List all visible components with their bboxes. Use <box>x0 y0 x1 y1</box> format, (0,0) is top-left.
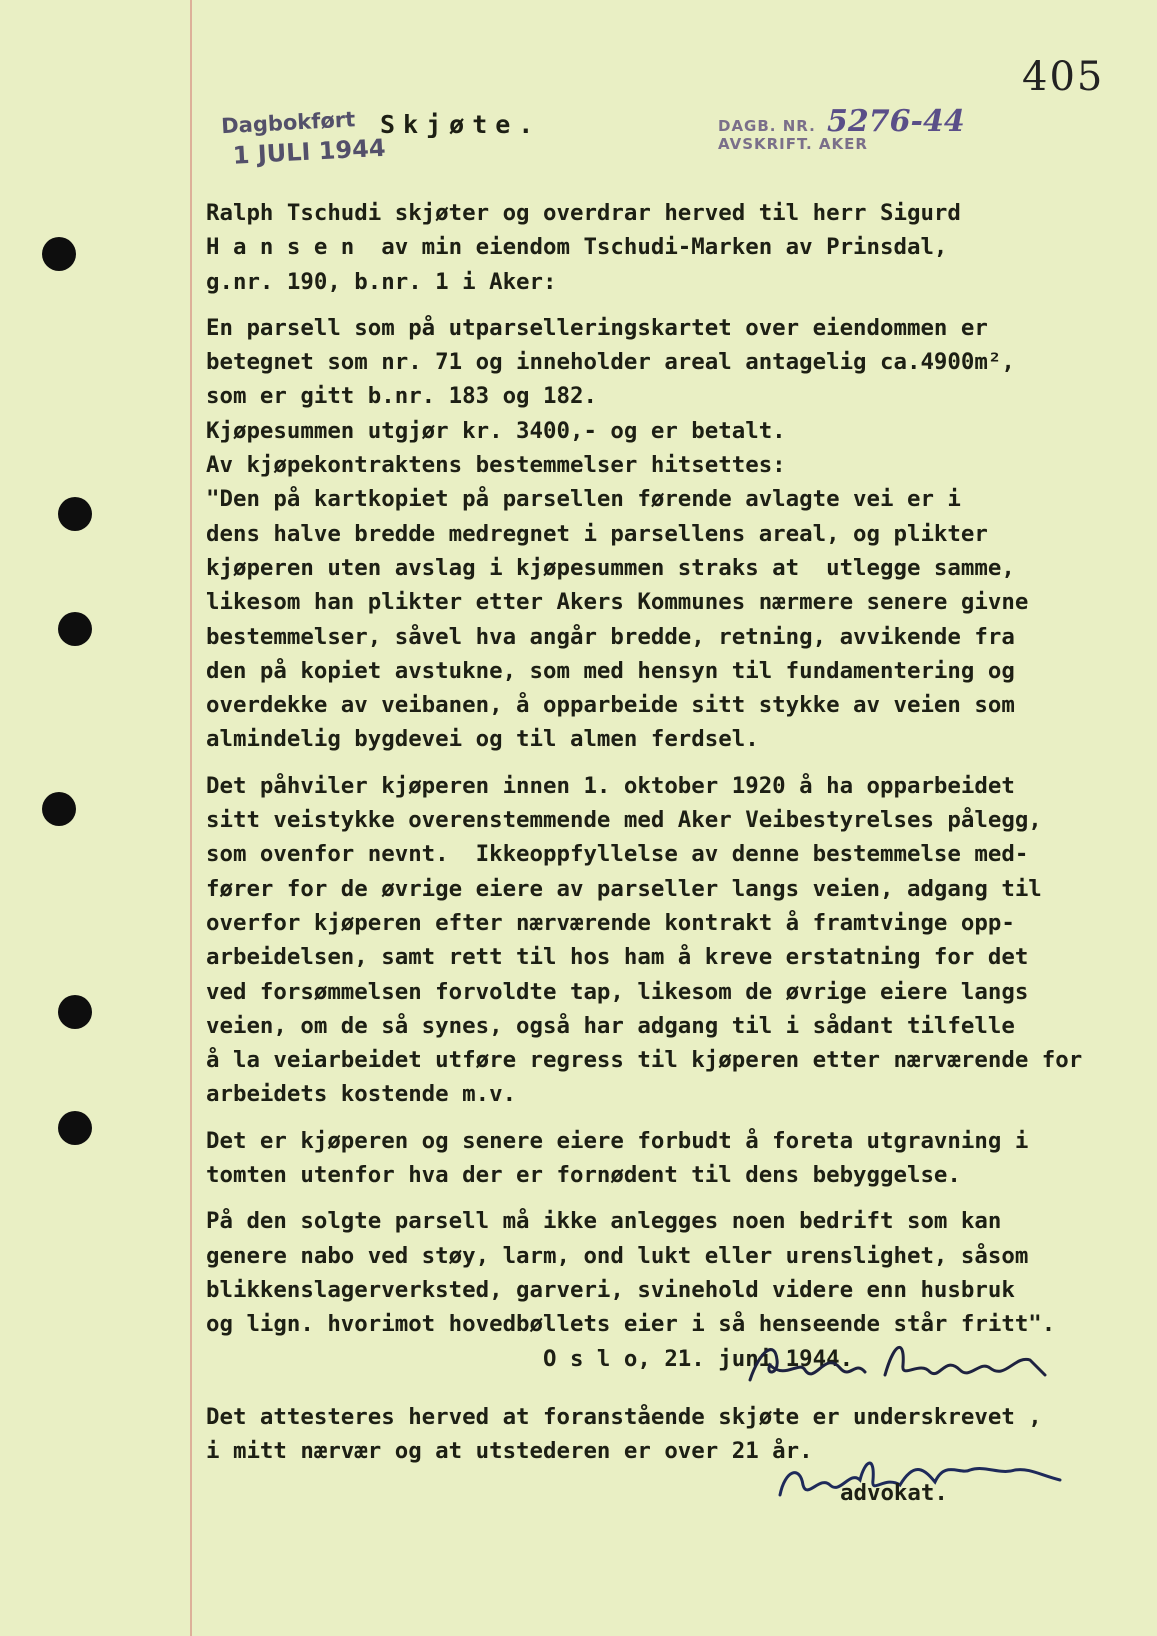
page-number: 405 <box>1022 54 1105 100</box>
text-line: kjøperen uten avslag i kjøpesummen straks at utlegge samme, <box>206 554 1015 581</box>
text-line: blikkenslagerverksted, garveri, svinehold videre enn husbruk <box>206 1276 1015 1303</box>
margin-line <box>190 0 192 1636</box>
stamp-label: Dagbokført <box>220 107 356 139</box>
text-line: ved forsømmelsen forvoldte tap, likesom de øvrige eiere langs <box>206 978 1029 1005</box>
text-line: overdekke av veibanen, å opparbeide sitt stykke av veien som <box>206 692 1015 719</box>
text-line: likesom han plikter etter Akers Kommunes nærmere senere givne <box>206 589 1029 616</box>
text-line: betegnet som nr. 71 og inneholder areal antagelig ca.4900m², <box>206 349 1015 376</box>
punch-hole <box>58 612 92 646</box>
text-line: bestemmelser, såvel hva angår bredde, retning, avvikende fra <box>206 623 1015 650</box>
text-line: H a n s e n av min eiendom Tschudi-Marken av Prinsdal, <box>206 234 948 261</box>
avskrift-label: AVSKRIFT. AKER <box>718 135 868 153</box>
text-line: dens halve bredde medregnet i parsellens areal, og plikter <box>206 520 988 547</box>
text-line: Av kjøpekontraktens bestemmelser hitsettes: <box>206 452 786 479</box>
text-line: og lign. hvorimot hovedbøllets eier i så henseende står fritt". <box>206 1311 1056 1338</box>
text-line: arbeidets kostende m.v. <box>206 1081 517 1108</box>
text-line: fører for de øvrige eiere av parseller langs veien, adgang til <box>206 875 1042 902</box>
text-line: som er gitt b.nr. 183 og 182. <box>206 383 597 410</box>
text-line: genere nabo ved støy, larm, ond lukt eller urenslighet, såsom <box>206 1242 1029 1269</box>
text-line: Ralph Tschudi skjøter og overdrar herved til herr Sigurd <box>206 200 961 226</box>
dagbokfort-stamp <box>221 106 387 170</box>
text-line: O s l o, 21. juni 1944. <box>206 1345 854 1372</box>
deed-body <box>206 196 1126 1468</box>
text-line: En parsell som på utparselleringskartet over eiendommen er <box>206 314 988 341</box>
text-line: På den solgte parsell må ikke anlegges noen bedrift som kan <box>206 1208 1002 1235</box>
text-line: i mitt nærvær og at utstederen er over 21 år. <box>206 1438 813 1465</box>
dagb-nr-label: DAGB. NR. <box>718 117 816 135</box>
document-heading: Skjøte. <box>380 110 542 139</box>
punch-hole <box>58 497 92 531</box>
text-line <box>206 1192 1126 1204</box>
text-line: arbeidelsen, samt rett til hos ham å kreve erstatning for det <box>206 944 1029 971</box>
text-line: veien, om de så synes, også har adgang til i sådant tilfelle <box>206 1012 1015 1039</box>
signature-seller <box>745 1330 1055 1400</box>
text-line <box>206 1112 1126 1124</box>
text-line: almindelig bygdevei og til almen ferdsel. <box>206 726 759 753</box>
advokat-label: advokat. <box>840 1480 948 1506</box>
text-line: som ovenfor nevnt. Ikkeoppfyllelse av denne bestemmelse med- <box>206 841 1029 868</box>
text-line: Det er kjøperen og senere eiere forbudt å foreta utgravning i <box>206 1127 1029 1154</box>
text-line: den på kopiet avstukne, som med hensyn til fundamentering og <box>206 657 1015 684</box>
dagb-nr-stamp <box>718 104 965 153</box>
text-line: "Den på kartkopiet på parsellen førende avlagte vei er i <box>206 486 961 513</box>
text-line <box>206 757 1126 769</box>
punch-hole <box>58 995 92 1029</box>
text-line: Det påhviler kjøperen innen 1. oktober 1920 å ha opparbeidet <box>206 772 1015 799</box>
dagb-nr-handwritten: 5276-44 <box>827 104 965 139</box>
stamp-date: 1 JULI 1944 <box>232 133 387 170</box>
punch-hole <box>42 792 76 826</box>
text-line <box>206 299 1126 311</box>
text-line: Kjøpesummen utgjør kr. 3400,- og er betalt. <box>206 417 786 444</box>
text-line: tomten utenfor hva der er fornødent til dens bebyggelse. <box>206 1162 961 1189</box>
text-line: Det attesteres herved at foranstående skjøte er underskrevet , <box>206 1403 1042 1430</box>
punch-hole <box>58 1111 92 1145</box>
text-line: å la veiarbeidet utføre regress til kjøperen etter nærværende for <box>206 1047 1083 1074</box>
punch-hole <box>42 237 76 271</box>
text-line: g.nr. 190, b.nr. 1 i Aker: <box>206 268 557 295</box>
text-line: overfor kjøperen efter nærværende kontrakt å framtvinge opp- <box>206 909 1015 936</box>
text-line: sitt veistykke overenstemmende med Aker Veibestyrelses pålegg, <box>206 807 1042 834</box>
